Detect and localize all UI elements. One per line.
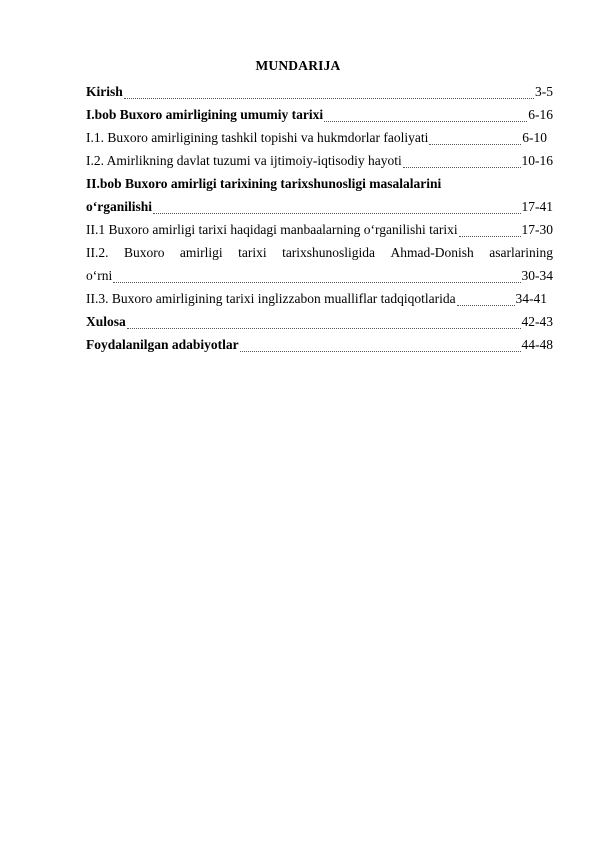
toc-entry-title: Foydalanilgan adabiyotlar xyxy=(86,337,239,352)
table-of-contents xyxy=(86,80,553,356)
dot-leader xyxy=(113,281,520,283)
toc-entry-section-2-2 xyxy=(86,264,553,287)
toc-entry-pages: 6-16 xyxy=(528,107,553,122)
dot-leader xyxy=(153,212,520,214)
toc-entry-chapter-1 xyxy=(86,103,553,126)
toc-entry-pages: 30-34 xyxy=(521,268,553,283)
toc-entry-pages: 34-41 xyxy=(515,291,547,306)
toc-entry-pages: 3-5 xyxy=(535,84,553,99)
toc-entry-chapter-2-line1: II.bob Buxoro amirligi tarixining tarixshunosligi masalalarini xyxy=(86,176,442,191)
toc-entry-pages: 17-41 xyxy=(521,199,553,214)
toc-entry-title: o‘rganilishi xyxy=(86,199,153,214)
toc-entry-title: Xulosa xyxy=(86,314,126,329)
toc-entry-pages: 17-30 xyxy=(521,222,553,237)
toc-entry-title: I.1. Buxoro amirligining tashkil topishi va hukmdorlar faoliyati xyxy=(86,130,429,145)
toc-entry-title: II.1 Buxoro amirligi tarixi haqidagi manbaalarning o‘rganilishi tarixi xyxy=(86,222,458,237)
dot-leader xyxy=(324,120,527,122)
dot-leader xyxy=(124,97,534,99)
dot-leader xyxy=(459,235,521,237)
toc-entry-section-2-1 xyxy=(86,218,553,241)
word: asarlarining xyxy=(489,245,553,260)
word: Ahmad-Donish xyxy=(390,245,474,260)
toc-entry-pages: 6-10 xyxy=(522,130,547,145)
toc-entry-xulosa xyxy=(86,310,553,333)
toc-entry-pages: 42-43 xyxy=(521,314,553,329)
word: amirligi xyxy=(179,245,223,260)
toc-entry-pages: 44-48 xyxy=(521,337,553,352)
toc-entry-title: I.2. Amirlikning davlat tuzumi va ijtimoiy-iqtisodiy hayoti xyxy=(86,153,402,168)
dot-leader xyxy=(127,327,521,329)
toc-entry-title: II.3. Buxoro amirligining tarixi inglizzabon mualliflar tadqiqotlarida xyxy=(86,291,456,306)
toc-entry-references xyxy=(86,333,553,356)
toc-entry-section-1-1 xyxy=(86,126,553,149)
dot-leader xyxy=(457,304,515,306)
dot-leader xyxy=(240,350,521,352)
toc-entry-title: o‘rni xyxy=(86,268,113,283)
toc-entry-pages: 10-16 xyxy=(521,153,553,168)
toc-entry-section-1-2 xyxy=(86,149,553,172)
dot-leader xyxy=(429,143,521,145)
toc-entry-title: Kirish xyxy=(86,84,123,99)
toc-entry-section-2-2-line1 xyxy=(86,241,553,264)
toc-entry-title: I.bob Buxoro amirligining umumiy tarixi xyxy=(86,107,324,122)
page-title: MUNDARIJA xyxy=(255,58,341,73)
word: tarixi xyxy=(238,245,267,260)
toc-entry-kirish xyxy=(86,80,553,103)
word: Buxoro xyxy=(123,245,165,260)
toc-entry-chapter-2 xyxy=(86,195,553,218)
dot-leader xyxy=(403,166,521,168)
word: II.2. xyxy=(86,245,109,260)
toc-entry-section-2-3 xyxy=(86,287,553,310)
word: tarixshunosligida xyxy=(282,245,376,260)
